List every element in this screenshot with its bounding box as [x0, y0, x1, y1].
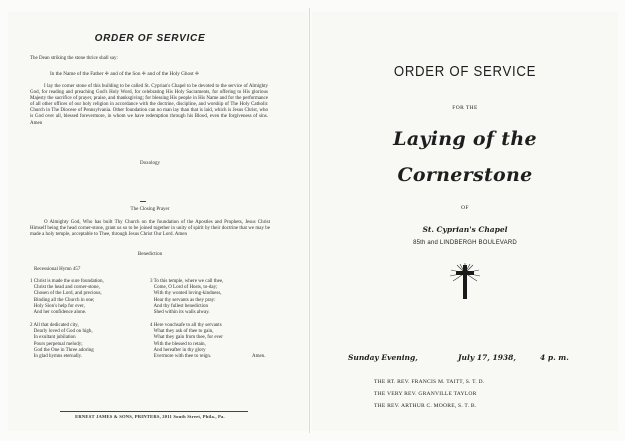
hymn-verse-1: 1 Christ is made the sure foundation, Christ the head and corner-stone, Chosen of the Lord, and precious, Binding all the Church in one; Holy Sion's help for ever, And her confidence alone. [30, 279, 104, 316]
recessional-hymn: Recessional Hymn 457 [34, 267, 81, 272]
cornerstone-declaration: I lay the corner stone of this building to be called St. Cyprian's Chapel to be devoted to the service of Almighty God, for reading and preaching God's Holy Word, for celebrating His Holy Sacraments, for offering to His glorious Majesty the sacrifice of prayer, praise, and thanksgiving; for blessing His people in His Name and for the performance of all other offices of our holy religion in accordance with the doctrine, discipline, and worship of The Holy Catholic Church in The Diocese of Pennsylvania. Other foundation can no man lay than that is laid, which is Jesus Christ, who is God over all, blessed forevermore, in whom we have redemption through his Blood, even the forgiveness of sins. Amen [30, 84, 268, 126]
left-page-title: ORDER OF SERVICE [94, 33, 206, 44]
hymn-amen: Amen. [252, 354, 266, 359]
service-time: 4 p. m. [540, 353, 569, 362]
radiant-cross-icon [449, 262, 481, 300]
service-day: Sunday Evening, [348, 353, 418, 362]
for-the-label: FOR THE [452, 105, 478, 111]
section-divider [140, 201, 146, 202]
dean-instruction: The Dean striking the stone thrice shall say: [30, 56, 118, 61]
cover-content [312, 0, 618, 441]
printer-credit: ERNEST JAMES & SONS, PRINTERS, 2011 South Street, Phila., Pa. [75, 414, 225, 419]
hymn-verse-4: 4 Here vouchsafe to all thy servants What they ask of thee to gain, What they gain from thee, for ever With the blessed to retain, And hereafter in thy glory Evermore with thee to reign. [150, 323, 223, 360]
chapel-name: St. Cyprian's Chapel [422, 225, 508, 234]
center-fold [309, 8, 310, 433]
cornerstone-heading: Cornerstone [397, 164, 533, 186]
clergy-3: THE REV. ARTHUR C. MOORE, S. T. B. [374, 403, 477, 409]
closing-prayer-heading: The Closing Prayer [130, 207, 170, 212]
hymn-verse-3: 3 To this temple, where we call thee, Come, O Lord of Hosts, to-day; With thy wonted loving-kindness, Hear thy servants as they pray: And thy fullest benediction Shed within its walls alway. [150, 279, 224, 316]
clergy-1: THE RT. REV. FRANCIS M. TAITT, S. T. D. [374, 379, 485, 385]
printer-rule [60, 411, 248, 412]
laying-of-the-heading: Laying of the [393, 128, 537, 150]
chapel-address: 85th and LINDBERGH BOULEVARD [413, 240, 517, 246]
doxology-heading: Doxology [140, 161, 160, 166]
cover-title: ORDER OF SERVICE [393, 63, 537, 80]
of-label: OF [461, 205, 469, 211]
benediction-heading: Benediction [137, 252, 163, 257]
hymn-verse-2: 2 All that dedicated city, Dearly loved of God on high, In exultant jubilation Pours perpetual melody; God the One in Three adoring In glad hymns eternally. [30, 323, 94, 360]
invocation: In the Name of the Father ✛ and of the Son ✛ and of the Holy Ghost ✛ [50, 71, 200, 77]
closing-prayer: O Almighty God, Who has built Thy Church on the foundation of the Apostles and Prophets, Jesus Christ Himself being the head corner-stone, grant us so to be joined together in unity of spirit by their doctrine that we may be made a holy temple, acceptable to Thee, through Jesus Christ Our Lord. Amen [30, 220, 270, 238]
service-date: July 17, 1938, [458, 353, 516, 362]
clergy-2: THE VERY REV. GRANVILLE TAYLOR [374, 391, 477, 397]
